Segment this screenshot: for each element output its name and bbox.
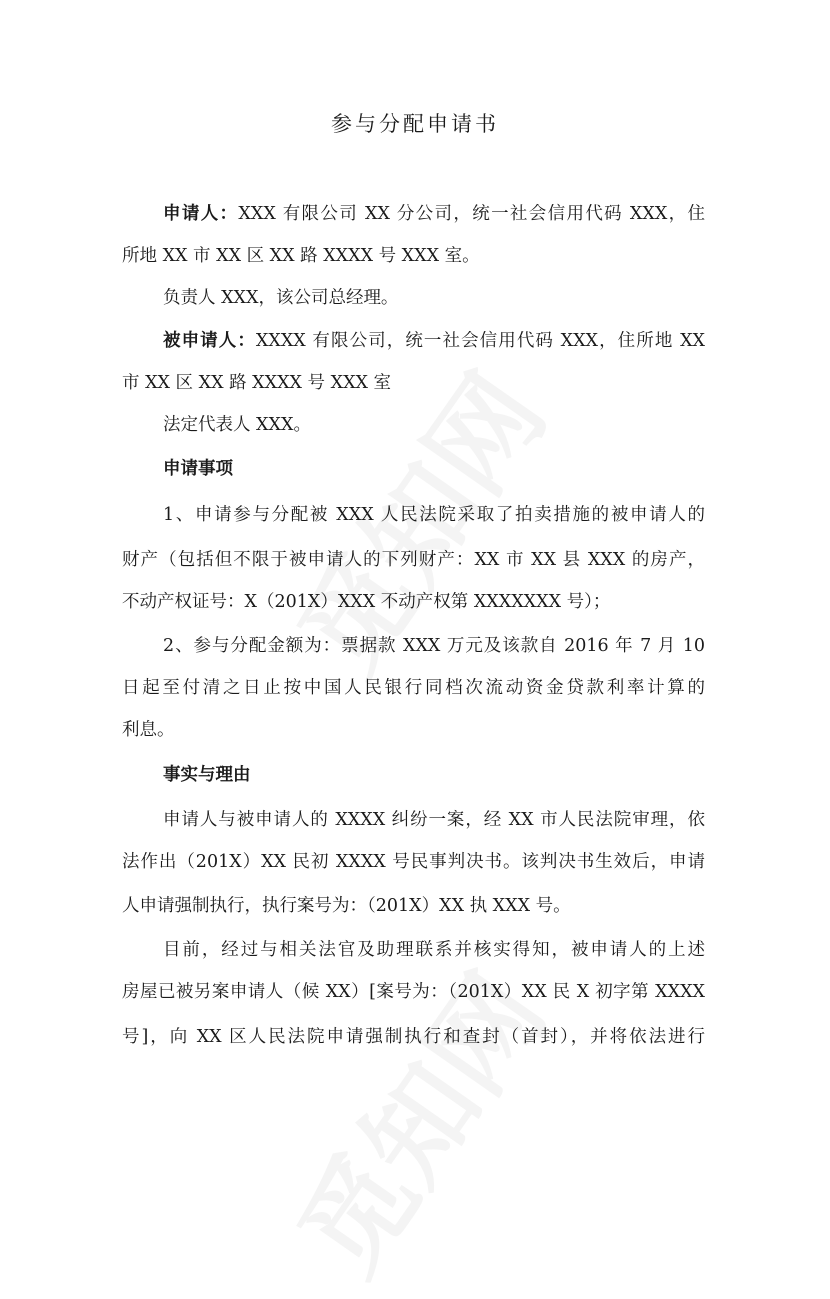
paragraph-line: 目前，经过与相关法官及助理联系并核实得知，被申请人的上述 xyxy=(163,940,705,960)
paragraph-line: 所地 XX 市 XX 区 XX 路 XXXX 号 XXX 室。 xyxy=(122,246,480,266)
paragraph-line: 申请人与被申请人的 XXXX 纠纷一案，经 XX 市人民法院审理，依 xyxy=(163,810,705,830)
paragraph-line: 2、参与分配金额为：票据款 XXX 万元及该款自 2016 年 7 月 10 xyxy=(163,636,705,656)
applicant-label: 申请人： xyxy=(163,204,239,224)
paragraph-line: 日起至付清之日止按中国人民银行同档次流动资金贷款利率计算的 xyxy=(122,678,705,698)
section-heading: 申请事项 xyxy=(163,459,233,479)
paragraph-line: 房屋已被另案申请人（候 XX）[案号为：（201X）XX 民 X 初字第 XXXX xyxy=(122,982,705,1002)
paragraph-line: 不动产权证号：X（201X）XXX 不动产权第 XXXXXXX 号）； xyxy=(122,592,611,612)
respondent-label: 被申请人： xyxy=(163,331,256,351)
paragraph-line: 1、申请参与分配被 XXX 人民法院采取了拍卖措施的被申请人的 xyxy=(163,505,705,525)
respondent-text: XXXX 有限公司，统一社会信用代码 XXX，住所地 XX xyxy=(255,331,705,351)
paragraph-line: 人申请强制执行，执行案号为：（201X）XX 执 XXX 号。 xyxy=(122,896,571,916)
paragraph-line: 法作出（201X）XX 民初 XXXX 号民事判决书。该判决书生效后，申请 xyxy=(122,852,705,872)
paragraph-line: 利息。 xyxy=(122,720,175,740)
paragraph-line: 法定代表人 XXX。 xyxy=(163,415,311,435)
paragraph-line: 号]，向 XX 区人民法院申请强制执行和查封（首封），并将依法进行 xyxy=(122,1027,705,1047)
paragraph-line: 负责人 XXX，该公司总经理。 xyxy=(163,288,399,308)
paragraph-line: 市 XX 区 XX 路 XXXX 号 XXX 室 xyxy=(122,373,392,393)
document-title: 参与分配申请书 xyxy=(331,112,499,136)
section-heading: 事实与理由 xyxy=(163,765,251,785)
respondent-line xyxy=(163,326,705,356)
applicant-line xyxy=(163,199,705,229)
paragraph-line: 财产（包括但不限于被申请人的下列财产：XX 市 XX 县 XXX 的房产， xyxy=(122,550,705,570)
applicant-text: XXX 有限公司 XX 分公司，统一社会信用代码 XXX，住 xyxy=(238,204,706,224)
